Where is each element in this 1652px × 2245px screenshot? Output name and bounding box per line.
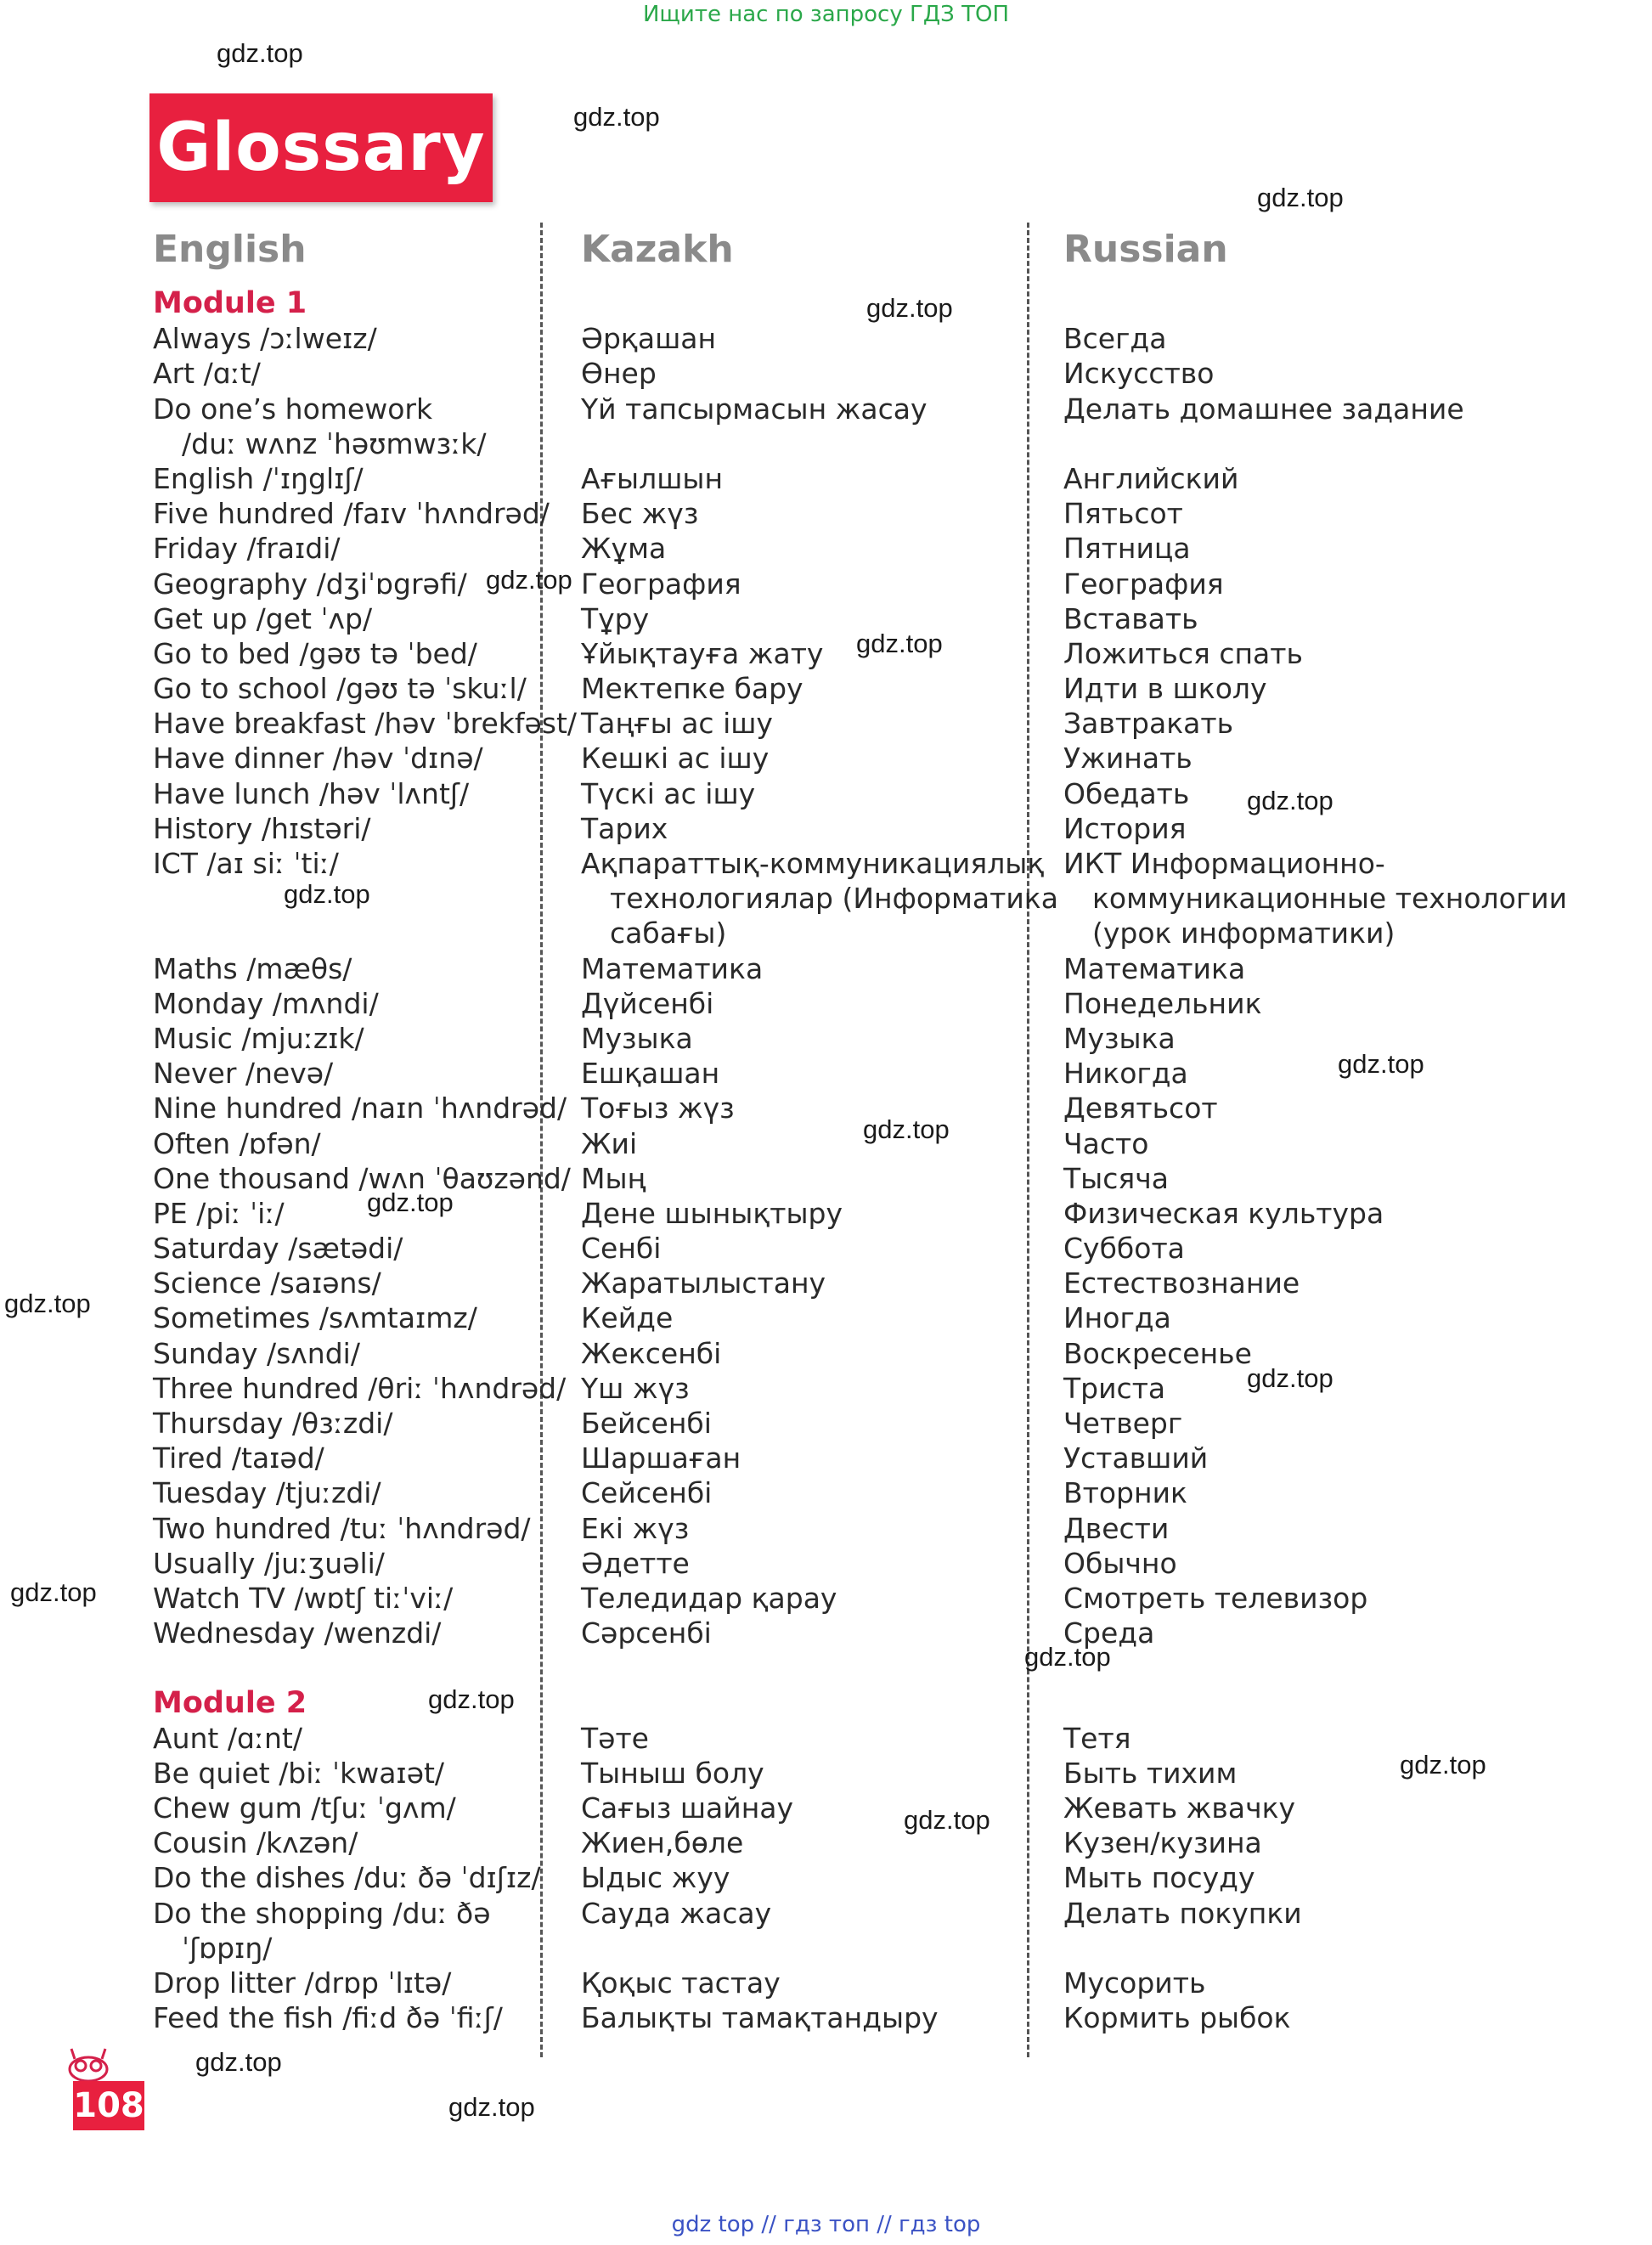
english-term: Have dinner /həv ˈdɪnə/ [153,742,483,776]
english-term: Usually /juːʒuəli/ [153,1546,385,1580]
kazakh-term: Тыныш болу [581,1756,764,1790]
english-term: Go to school /gəʊ tə ˈskuːl/ [153,672,527,706]
watermark-text: gdz.top [1257,183,1344,212]
russian-term: Двести [1063,1511,1170,1545]
english-term: Always /ɔːlweɪz/ [153,322,377,356]
column-divider [1027,223,1029,2057]
kazakh-term: сабағы) [610,917,727,950]
kazakh-term: Дене шынықтыру [581,1196,843,1230]
kazakh-term: Ұйықтауға жату [581,636,824,670]
kazakh-term: Мектепке бару [581,672,803,706]
english-term: Friday /fraɪdi/ [153,532,341,566]
kazakh-term: Математика [581,951,764,985]
english-term: Have lunch /həv ˈlʌntʃ/ [153,776,470,810]
russian-term: Жевать жвачку [1063,1791,1296,1825]
module-heading-spacer [581,286,1023,321]
english-term: Geography /dʒiˈɒgrəfi/ [153,567,467,601]
english-term: Art /ɑːt/ [153,357,261,391]
kazakh-term: Үй тапсырмасын жасау [581,392,927,426]
watermark-text: gdz.top [217,38,303,68]
watermark-text: gdz.top [428,1684,515,1714]
russian-term: Пятница [1063,532,1191,566]
russian-term: Естествознание [1063,1266,1300,1300]
russian-term: Кузен/кузина [1063,1826,1262,1860]
english-term: Three hundred /θriː ˈhʌndrəd/ [153,1371,567,1405]
russian-term: коммуникационные технологии [1092,882,1568,916]
russian-term: География [1063,567,1224,601]
russian-term: Обычно [1063,1546,1177,1580]
kazakh-term: Мың [581,1161,646,1195]
module-spacer [1063,1650,1607,1685]
kazakh-term: Сауда жасау [581,1896,772,1930]
kazakh-term: Дүйсенбі [581,986,714,1020]
watermark-text: gdz.top [1338,1049,1424,1079]
english-term: Drop litter /drɒp ˈlɪtə/ [153,1966,452,2000]
module-heading-spacer [1063,1686,1607,1721]
kazakh-term: Кейде [581,1301,674,1335]
module-heading: Module 2 [153,1685,307,1720]
russian-term [1063,426,1607,461]
english-term: /duː wʌnz ˈhəʊmwɜːk/ [182,426,487,460]
watermark-text: gdz.top [448,2092,535,2122]
module-heading: Module 1 [153,286,307,320]
english-term: Never /nevə/ [153,1057,334,1091]
russian-term: ИКТ Информационно- [1063,847,1385,880]
russian-term: Физическая культура [1063,1196,1384,1230]
russian-term: Кормить рыбок [1063,2001,1291,2035]
russian-term: Английский [1063,461,1239,495]
kazakh-term: Сейсенбі [581,1476,713,1510]
kazakh-term: Таңғы ас ішу [581,707,773,741]
watermark-text: gdz.top [1247,786,1333,815]
english-term: Do one’s homework [153,392,433,426]
english-term: Monday /mʌndi/ [153,986,379,1020]
russian-term: Суббота [1063,1232,1185,1266]
kazakh-term: Жиі [581,1126,638,1160]
english-term: Get up /get ˈʌp/ [153,601,373,635]
kazakh-term: Өнер [581,357,657,391]
english-term: Tired /taɪəd/ [153,1441,324,1475]
russian-term: Ужинать [1063,742,1192,776]
kazakh-term: Ыдыс жуу [581,1861,730,1895]
english-term [153,916,535,950]
english-term: Do the dishes /duː ðə ˈdɪʃɪz/ [153,1861,541,1895]
russian-term: Быть тихим [1063,1756,1238,1790]
english-term: Tuesday /tjuːzdi/ [153,1476,381,1510]
kazakh-term: Екі жүз [581,1511,690,1545]
owl-mascot-icon [63,2040,114,2083]
kazakh-term: Бейсенбі [581,1407,712,1440]
kazakh-term: Тұру [581,601,650,635]
english-term: Two hundred /tuː ˈhʌndrəd/ [153,1511,531,1545]
russian-term: Часто [1063,1126,1149,1160]
russian-term: Иногда [1063,1301,1171,1335]
watermark-text: gdz.top [856,629,943,658]
russian-term: Триста [1063,1371,1166,1405]
kazakh-term: Ақпараттық-коммуникациялық [581,847,1045,880]
kazakh-term: Сенбі [581,1232,662,1266]
kazakh-term: Шаршаған [581,1441,741,1475]
russian-term: Уставший [1063,1441,1209,1475]
watermark-text: gdz.top [486,565,572,595]
kazakh-term: Ағылшын [581,461,724,495]
kazakh-column [581,286,1058,2035]
english-term: Thursday /θɜːzdi/ [153,1407,393,1440]
watermark-text: gdz.top [1247,1363,1333,1393]
kazakh-term: Музыка [581,1021,693,1055]
english-term: ICT /aɪ siː ˈtiː/ [153,847,339,880]
russian-term: Мусорить [1063,1966,1206,2000]
module-heading-spacer [1063,286,1607,321]
kazakh-term: Теледидар қарау [581,1581,837,1615]
kazakh-term [581,426,1023,461]
russian-term: Вторник [1063,1476,1187,1510]
russian-term: Музыка [1063,1021,1176,1055]
english-term: Watch TV /wɒtʃ tiːˈviː/ [153,1581,454,1615]
kazakh-term: Қоқыс тастау [581,1966,781,2000]
russian-term: Вставать [1063,601,1198,635]
russian-term: (урок информатики) [1092,917,1395,950]
english-term: Science /saɪəns/ [153,1266,381,1300]
watermark-text: gdz.top [866,293,953,323]
kazakh-term: Әдетте [581,1546,690,1580]
glossary-title-banner [149,93,493,202]
english-term: Do the shopping /duː ðə [153,1896,491,1930]
english-term: Go to bed /gəʊ tə ˈbed/ [153,636,477,670]
kazakh-term: Тоғыз жүз [581,1091,735,1125]
russian-term: Никогда [1063,1057,1188,1091]
russian-term [1063,1931,1607,1966]
russian-term: Тетя [1063,1721,1131,1755]
kazakh-term: Балықты тамақтандыру [581,2001,939,2035]
kazakh-term: Тарих [581,811,668,845]
watermark-text: gdz.top [863,1114,950,1144]
russian-term: Тысяча [1063,1161,1169,1195]
kazakh-term: Жиен,бөле [581,1826,744,1860]
english-term: Aunt /ɑːnt/ [153,1721,302,1755]
kazakh-term: Жұма [581,532,667,566]
kazakh-term: Тәте [581,1721,649,1755]
english-term: Wednesday /wenzdi/ [153,1616,442,1650]
module-spacer [581,1650,1023,1685]
english-term: Five hundred /faɪv ˈhʌndrəd/ [153,497,550,531]
russian-term: Среда [1063,1616,1155,1650]
english-term: Chew gum /tʃuː ˈgʌm/ [153,1791,456,1825]
russian-term: Четверг [1063,1407,1183,1440]
russian-term: Девятьсот [1063,1091,1218,1125]
kazakh-term: Сағыз шайнау [581,1791,794,1825]
kazakh-term: Ешқашан [581,1057,720,1091]
english-term: Have breakfast /həv ˈbrekfəst/ [153,707,578,741]
module-spacer [153,1650,535,1685]
english-term: Maths /mæθs/ [153,951,352,985]
watermark-text: gdz.top [904,1805,990,1835]
russian-term: Идти в школу [1063,672,1267,706]
russian-term: Математика [1063,951,1246,985]
column-header-kazakh: Kazakh [581,228,734,271]
kazakh-term: Жаратылыстану [581,1266,826,1300]
russian-term: Искусство [1063,357,1215,391]
russian-term: Делать домашнее задание [1063,392,1464,426]
english-term: Cousin /kʌzən/ [153,1826,358,1860]
watermark-text: gdz.top [573,102,660,132]
russian-term: Всегда [1063,322,1167,356]
kazakh-term: Үш жүз [581,1371,690,1405]
russian-term: Понедельник [1063,986,1262,1020]
kazakh-term: Әрқашан [581,322,717,356]
watermark-text: gdz.top [195,2047,282,2077]
page-title: Glossary [156,110,486,186]
russian-term: Завтракать [1063,707,1234,741]
english-term: One thousand /wʌn ˈθaʊzənd/ [153,1161,571,1195]
english-term: Saturday /sætədi/ [153,1232,403,1266]
english-term: PE /piː ˈiː/ [153,1196,285,1230]
kazakh-term: География [581,567,741,601]
russian-term: Делать покупки [1063,1896,1302,1930]
page-number: 108 [73,2081,144,2130]
kazakh-term: Кешкі ас ішу [581,742,770,776]
russian-term: Смотреть телевизор [1063,1581,1368,1615]
russian-term: Ложиться спать [1063,636,1303,670]
watermark-text: gdz.top [284,879,370,909]
russian-column [1063,286,1607,2035]
promo-banner[interactable]: Ищите нас по запросу ГДЗ ТОП [642,2,1010,27]
kazakh-term: Сәрсенбі [581,1616,712,1650]
russian-term: Воскресенье [1063,1336,1252,1370]
watermark-text: gdz.top [4,1289,91,1318]
kazakh-term: Түскі ас ішу [581,776,756,810]
column-header-russian: Russian [1063,228,1228,271]
kazakh-term [581,1931,1023,1966]
watermark-text: gdz.top [1024,1642,1111,1672]
russian-term: История [1063,811,1187,845]
watermark-text: gdz.top [367,1187,454,1217]
english-term: Music /mjuːzɪk/ [153,1021,364,1055]
english-column [153,286,578,2035]
kazakh-term: Жексенбі [581,1336,722,1370]
english-term: Feed the fish /fiːd ðə ˈfiːʃ/ [153,2001,503,2035]
english-term: English /ˈɪŋglɪʃ/ [153,461,364,495]
column-header-english: English [153,228,307,271]
english-term: ˈʃɒpɪŋ/ [182,1931,273,1965]
kazakh-term: Бес жүз [581,497,699,531]
module-heading-spacer [581,1686,1023,1721]
watermark-text: gdz.top [1400,1750,1486,1780]
russian-term: Обедать [1063,776,1190,810]
russian-term: Пятьсот [1063,497,1183,531]
english-term: Sometimes /sʌmtaɪmz/ [153,1301,477,1335]
footer-links[interactable]: gdz top // гдз топ // гдз top [671,2212,981,2237]
english-term: Often /ɒfən/ [153,1126,321,1160]
english-term: History /hɪstəri/ [153,811,371,845]
english-term: Nine hundred /naɪn ˈhʌndrəd/ [153,1091,567,1125]
english-term: Sunday /sʌndi/ [153,1336,360,1370]
russian-term: Мыть посуду [1063,1861,1255,1895]
watermark-text: gdz.top [10,1577,97,1607]
kazakh-term: технологиялар (Информатика [610,882,1058,916]
english-term: Be quiet /biː ˈkwaɪət/ [153,1756,445,1790]
